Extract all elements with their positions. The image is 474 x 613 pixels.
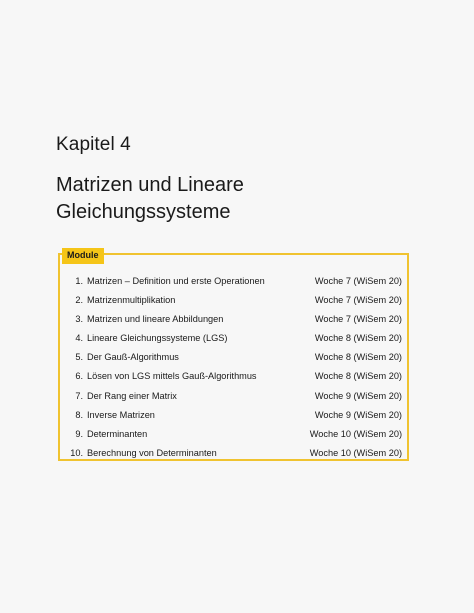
module-row bbox=[58, 291, 409, 310]
chapter-title-line-1: Matrizen und Lineare bbox=[56, 174, 244, 196]
module-week: Woche 10 (WiSem 20) bbox=[309, 447, 402, 458]
module-row bbox=[58, 387, 409, 406]
module-week: Woche 7 (WiSem 20) bbox=[314, 314, 402, 325]
module-title: Lineare Gleichungssysteme (LGS) bbox=[87, 333, 228, 344]
module-week: Woche 10 (WiSem 20) bbox=[309, 428, 402, 439]
module-title: Lösen von LGS mittels Gauß-Algorithmus bbox=[87, 371, 257, 382]
module-title: Matrizen – Definition und erste Operationen bbox=[87, 276, 265, 286]
module-title: Determinanten bbox=[87, 428, 148, 439]
chapter-label: Kapitel 4 bbox=[56, 134, 131, 155]
module-title: Der Rang einer Matrix bbox=[87, 390, 177, 401]
module-title: Der Gauß-Algorithmus bbox=[87, 352, 179, 363]
module-row bbox=[58, 329, 409, 348]
module-number: 2. bbox=[75, 295, 83, 306]
chapter-title-line-2: Gleichungssysteme bbox=[56, 201, 231, 223]
module-number: 6. bbox=[75, 371, 83, 382]
module-week: Woche 8 (WiSem 20) bbox=[314, 333, 402, 344]
module-number: 8. bbox=[75, 409, 83, 420]
modules-tag: Module bbox=[62, 248, 104, 264]
module-week: Woche 7 (WiSem 20) bbox=[314, 276, 402, 286]
module-title: Berechnung von Determinanten bbox=[87, 447, 217, 458]
module-row bbox=[58, 310, 409, 329]
module-number: 7. bbox=[75, 390, 83, 401]
module-row bbox=[58, 367, 409, 386]
chapter-title bbox=[56, 172, 416, 226]
module-title: Inverse Matrizen bbox=[87, 409, 155, 420]
module-week: Woche 8 (WiSem 20) bbox=[314, 371, 402, 382]
module-list bbox=[58, 272, 409, 463]
module-title: Matrizenmultiplikation bbox=[87, 295, 176, 306]
module-number: 1. bbox=[75, 276, 83, 286]
module-row bbox=[58, 272, 409, 291]
module-number: 5. bbox=[75, 352, 83, 363]
module-number: 10. bbox=[70, 447, 83, 458]
module-row bbox=[58, 425, 409, 444]
module-number: 3. bbox=[75, 314, 83, 325]
module-week: Woche 9 (WiSem 20) bbox=[314, 409, 402, 420]
module-row bbox=[58, 444, 409, 463]
module-number: 4. bbox=[75, 333, 83, 344]
module-row bbox=[58, 406, 409, 425]
module-row bbox=[58, 348, 409, 367]
module-week: Woche 9 (WiSem 20) bbox=[314, 390, 402, 401]
module-number: 9. bbox=[75, 428, 83, 439]
module-week: Woche 8 (WiSem 20) bbox=[314, 352, 402, 363]
module-week: Woche 7 (WiSem 20) bbox=[314, 295, 402, 306]
module-title: Matrizen und lineare Abbildungen bbox=[87, 314, 224, 325]
